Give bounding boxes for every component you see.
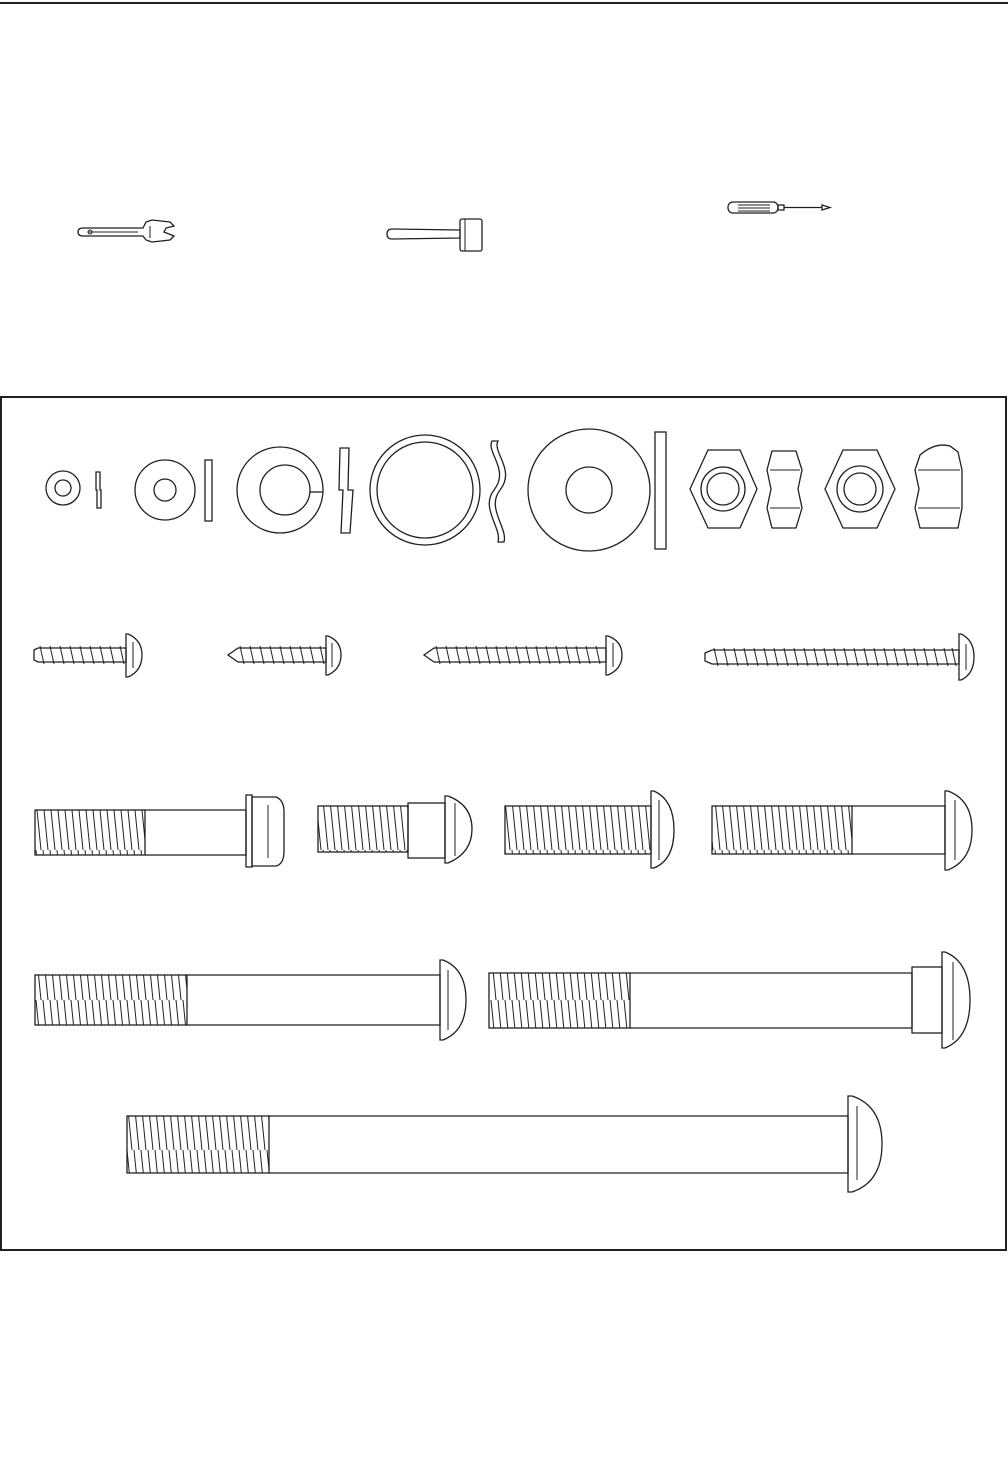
short-screw: [34, 634, 142, 677]
shoulder-bolt: [35, 795, 284, 867]
rubber-mallet-icon: [387, 219, 482, 251]
hex-nut: [690, 450, 802, 528]
wave-washer: [370, 435, 506, 545]
nylon-locknut: [825, 445, 962, 528]
extra-long-bolt: [127, 1096, 882, 1192]
long-screw: [705, 634, 974, 680]
short-tapered-screw: [228, 636, 341, 675]
button-bolt: [505, 791, 674, 868]
adjustable-wrench-icon: [78, 220, 174, 242]
large-flat-washer: [528, 429, 666, 551]
large-split-washer: [237, 447, 353, 533]
small-split-washer: [46, 471, 101, 508]
phillips-screwdriver-icon: [728, 202, 830, 213]
small-flat-washer: [135, 460, 212, 521]
medium-screw: [424, 636, 622, 675]
long-shoulder-bolt: [489, 952, 970, 1048]
partial-thread-bolt: [712, 791, 972, 870]
long-button-bolt: [35, 960, 466, 1040]
short-shoulder-bolt: [318, 796, 472, 863]
